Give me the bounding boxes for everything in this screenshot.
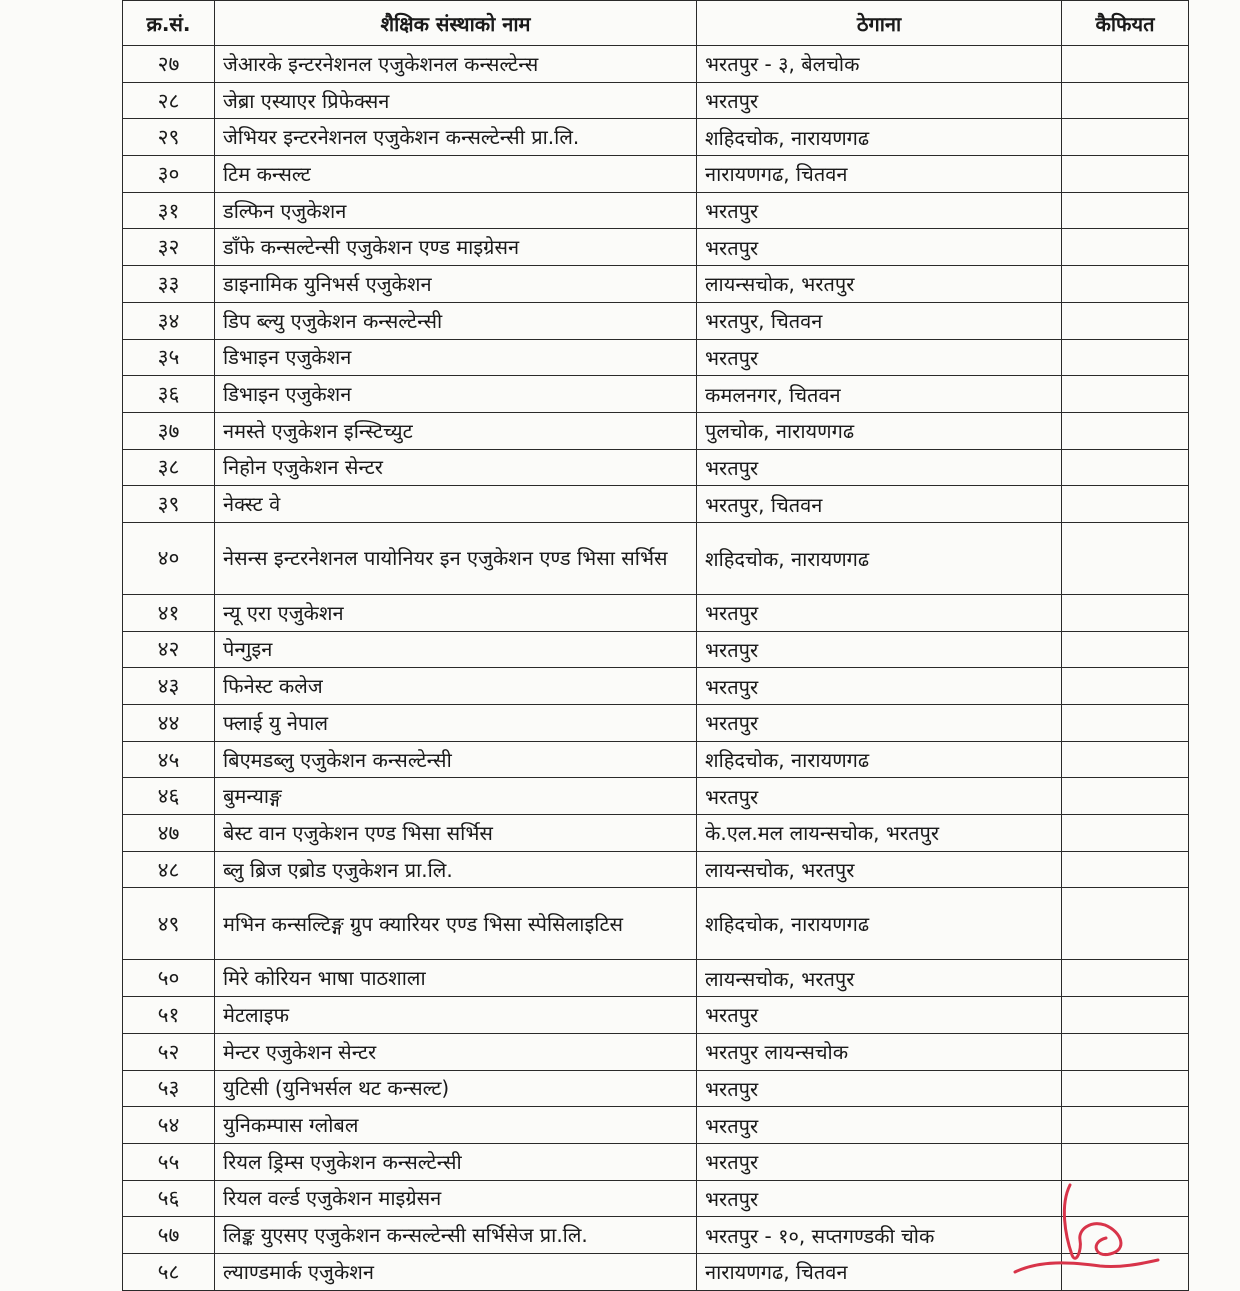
serial-cell: ४२ [123,631,215,668]
address-cell: भरतपुर [697,192,1062,229]
remarks-cell [1062,705,1189,742]
address-cell: शहिदचोक, नारायणगढ [697,888,1062,960]
document-sheet [122,0,1188,1291]
table-row [123,960,1189,997]
table-row [123,119,1189,156]
remarks-cell [1062,302,1189,339]
table-row [123,741,1189,778]
remarks-cell [1062,960,1189,997]
serial-cell: ४४ [123,705,215,742]
remarks-cell [1062,1143,1189,1180]
remarks-cell [1062,229,1189,266]
institution-name-cell: बिएमडब्लु एजुकेशन कन्सल्टेन्सी [215,741,697,778]
remarks-cell [1062,522,1189,594]
address-cell: भरतपुर [697,705,1062,742]
serial-cell: ३७ [123,412,215,449]
serial-cell: ३५ [123,339,215,376]
address-cell: के.एल.मल लायन्सचोक, भरतपुर [697,815,1062,852]
address-cell: लायन्सचोक, भरतपुर [697,960,1062,997]
table-row [123,1033,1189,1070]
table-row [123,486,1189,523]
serial-cell: ३३ [123,266,215,303]
address-cell: भरतपुर, चितवन [697,486,1062,523]
address-cell: भरतपुर [697,631,1062,668]
institution-name-cell: मेटलाइफ [215,997,697,1034]
remarks-cell [1062,888,1189,960]
remarks-cell [1062,1107,1189,1144]
serial-cell: ४० [123,522,215,594]
serial-cell: ३६ [123,376,215,413]
remarks-cell [1062,192,1189,229]
address-cell: भरतपुर - १०, सप्तगण्डकी चोक [697,1217,1062,1254]
institution-name-cell: न्यू एरा एजुकेशन [215,594,697,631]
institution-name-cell: पेन्गुइन [215,631,697,668]
address-cell: कमलनगर, चितवन [697,376,1062,413]
institution-name-cell: डिप ब्ल्यु एजुकेशन कन्सल्टेन्सी [215,302,697,339]
serial-cell: ३८ [123,449,215,486]
remarks-cell [1062,741,1189,778]
remarks-cell [1062,449,1189,486]
address-cell: भरतपुर - ३, बेलचोक [697,46,1062,83]
institution-name-cell: जेआरके इन्टरनेशनल एजुकेशनल कन्सल्टेन्स [215,46,697,83]
table-row [123,1070,1189,1107]
remarks-cell [1062,82,1189,119]
table-row [123,46,1189,83]
institution-name-cell: रियल वर्ल्ड एजुकेशन माइग्रेसन [215,1180,697,1217]
serial-cell: ३१ [123,192,215,229]
remarks-cell [1062,815,1189,852]
table-row [123,449,1189,486]
table-row [123,156,1189,193]
institution-name-cell: युनिकम्पास ग्लोबल [215,1107,697,1144]
table-row [123,778,1189,815]
institutions-table [122,0,1189,1291]
table-body [123,46,1189,1291]
serial-cell: ४३ [123,668,215,705]
institution-name-cell: नेसन्स इन्टरनेशनल पायोनियर इन एजुकेशन एण्ड भिसा सर्भिस [215,522,697,594]
institution-name-cell: नेक्स्ट वे [215,486,697,523]
institution-name-cell: टिम कन्सल्ट [215,156,697,193]
address-cell: भरतपुर [697,594,1062,631]
table-row [123,594,1189,631]
serial-cell: ३९ [123,486,215,523]
serial-cell: २७ [123,46,215,83]
serial-cell: ३४ [123,302,215,339]
remarks-cell [1062,376,1189,413]
serial-cell: ३० [123,156,215,193]
institution-name-cell: ल्याण्डमार्क एजुकेशन [215,1253,697,1290]
institution-name-cell: डाँफे कन्सल्टेन्सी एजुकेशन एण्ड माइग्रेसन [215,229,697,266]
serial-cell: ५७ [123,1217,215,1254]
institution-name-cell: ब्लु ब्रिज एब्रोड एजुकेशन प्रा.लि. [215,851,697,888]
institution-name-cell: फ्लाई यु नेपाल [215,705,697,742]
serial-cell: ४७ [123,815,215,852]
serial-cell: ४६ [123,778,215,815]
institution-name-cell: डिभाइन एजुकेशन [215,339,697,376]
table-row [123,705,1189,742]
institution-name-cell: नमस्ते एजुकेशन इन्स्टिच्युट [215,412,697,449]
address-cell: भरतपुर लायन्सचोक [697,1033,1062,1070]
institution-name-cell: बेस्ट वान एजुकेशन एण्ड भिसा सर्भिस [215,815,697,852]
table-header-row [123,1,1189,46]
table-row [123,815,1189,852]
table-row [123,82,1189,119]
serial-cell: ४१ [123,594,215,631]
header-institution-name: शैक्षिक संस्थाको नाम [215,1,697,46]
table-row [123,412,1189,449]
serial-cell: ४५ [123,741,215,778]
address-cell: लायन्सचोक, भरतपुर [697,851,1062,888]
serial-cell: २९ [123,119,215,156]
remarks-cell [1062,778,1189,815]
remarks-cell [1062,412,1189,449]
serial-cell: ५० [123,960,215,997]
address-cell: भरतपुर [697,1143,1062,1180]
remarks-cell [1062,486,1189,523]
address-cell: शहिदचोक, नारायणगढ [697,522,1062,594]
institution-name-cell: मभिन कन्सल्टिङ्ग ग्रुप क्यारियर एण्ड भिसा स्पेसिलाइटिस [215,888,697,960]
institution-name-cell: युटिसी (युनिभर्सल थट कन्सल्ट) [215,1070,697,1107]
remarks-cell [1062,339,1189,376]
remarks-cell [1062,851,1189,888]
remarks-cell [1062,266,1189,303]
address-cell: भरतपुर [697,778,1062,815]
table-row [123,1107,1189,1144]
address-cell: भरतपुर [697,997,1062,1034]
address-cell: लायन्सचोक, भरतपुर [697,266,1062,303]
institution-name-cell: फिनेस्ट कलेज [215,668,697,705]
header-serial: क्र.सं. [123,1,215,46]
remarks-cell [1062,1033,1189,1070]
institution-name-cell: निहोन एजुकेशन सेन्टर [215,449,697,486]
address-cell: भरतपुर [697,1070,1062,1107]
remarks-cell [1062,997,1189,1034]
address-cell: नारायणगढ, चितवन [697,156,1062,193]
remarks-cell [1062,156,1189,193]
serial-cell: ४८ [123,851,215,888]
table-row [123,266,1189,303]
address-cell: भरतपुर [697,82,1062,119]
table-row [123,522,1189,594]
table-row [123,668,1189,705]
table-row [123,888,1189,960]
remarks-cell [1062,668,1189,705]
table-row [123,851,1189,888]
table-row [123,339,1189,376]
institution-name-cell: डाइनामिक युनिभर्स एजुकेशन [215,266,697,303]
table-row [123,376,1189,413]
address-cell: पुलचोक, नारायणगढ [697,412,1062,449]
address-cell: भरतपुर, चितवन [697,302,1062,339]
institution-name-cell: मिरे कोरियन भाषा पाठशाला [215,960,697,997]
institution-name-cell: मेन्टर एजुकेशन सेन्टर [215,1033,697,1070]
institution-name-cell: रियल ड्रिम्स एजुकेशन कन्सल्टेन्सी [215,1143,697,1180]
serial-cell: ५४ [123,1107,215,1144]
signature-mark [1010,1180,1160,1275]
header-remarks: कैफियत [1062,1,1189,46]
remarks-cell [1062,631,1189,668]
serial-cell: ३२ [123,229,215,266]
address-cell: भरतपुर [697,449,1062,486]
serial-cell: २८ [123,82,215,119]
institution-name-cell: बुमन्याङ्ग [215,778,697,815]
table-row [123,229,1189,266]
address-cell: शहिदचोक, नारायणगढ [697,119,1062,156]
table-row [123,997,1189,1034]
remarks-cell [1062,1070,1189,1107]
institution-name-cell: लिङ्क युएसए एजुकेशन कन्सल्टेन्सी सर्भिसेज प्रा.लि. [215,1217,697,1254]
remarks-cell [1062,594,1189,631]
serial-cell: ५८ [123,1253,215,1290]
serial-cell: ४९ [123,888,215,960]
serial-cell: ५५ [123,1143,215,1180]
serial-cell: ५१ [123,997,215,1034]
address-cell: भरतपुर [697,668,1062,705]
institution-name-cell: डिभाइन एजुकेशन [215,376,697,413]
address-cell: शहिदचोक, नारायणगढ [697,741,1062,778]
table-row [123,631,1189,668]
address-cell: भरतपुर [697,339,1062,376]
institution-name-cell: जेब्रा एस्याएर प्रिफेक्सन [215,82,697,119]
table-row [123,1143,1189,1180]
institution-name-cell: डल्फिन एजुकेशन [215,192,697,229]
address-cell: भरतपुर [697,1107,1062,1144]
serial-cell: ५६ [123,1180,215,1217]
table-row [123,192,1189,229]
table-row [123,302,1189,339]
remarks-cell [1062,46,1189,83]
serial-cell: ५३ [123,1070,215,1107]
address-cell: भरतपुर [697,229,1062,266]
header-address: ठेगाना [697,1,1062,46]
address-cell: नारायणगढ, चितवन [697,1253,1062,1290]
remarks-cell [1062,119,1189,156]
institution-name-cell: जेभियर इन्टरनेशनल एजुकेशन कन्सल्टेन्सी प्रा.लि. [215,119,697,156]
address-cell: भरतपुर [697,1180,1062,1217]
serial-cell: ५२ [123,1033,215,1070]
